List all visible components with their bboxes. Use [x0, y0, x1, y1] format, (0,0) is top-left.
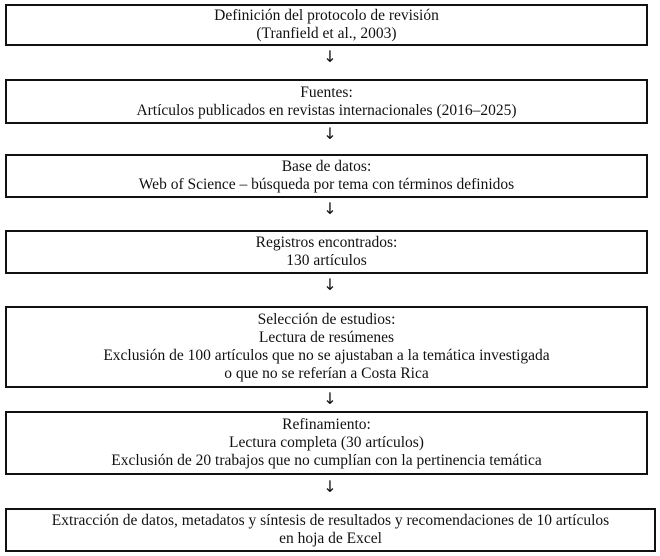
step-sources-box: [5, 79, 648, 124]
step-database-box: [5, 154, 648, 198]
step-extraction-line-2: en hoja de Excel: [279, 530, 382, 547]
step-selection-box: [5, 306, 648, 388]
step-refinement-title: Refinamiento:: [282, 416, 371, 433]
step-selection-line-1: Lectura de resúmenes: [258, 329, 395, 346]
step-selection-line-2: Exclusión de 100 artículos que no se ajustaban a la temática investigada: [103, 347, 550, 364]
step-selection-title: Selección de estudios:: [257, 311, 396, 328]
step-extraction-box: [5, 508, 656, 552]
step-protocol-box: [5, 4, 648, 46]
step-database-detail: Web of Science – búsqueda por tema con términos definidos: [138, 176, 515, 193]
flow-arrow-4: ↓: [323, 275, 337, 294]
step-records-box: [5, 230, 648, 274]
flow-arrow-6: ↓: [323, 477, 337, 496]
step-refinement-box: [5, 411, 648, 475]
step-selection-line-3: o que no se referían a Costa Rica: [224, 365, 429, 382]
step-refinement-line-2: Exclusión de 20 trabajos que no cumplían con la pertinencia temática: [111, 452, 542, 469]
step-database-title: Base de datos:: [281, 158, 372, 175]
step-records-count: 130 artículos: [286, 252, 367, 269]
step-sources-title: Fuentes:: [300, 83, 353, 101]
step-sources-detail: Artículos publicados en revistas internacionales (2016–2025): [136, 101, 517, 119]
step-refinement-line-1: Lectura completa (30 artículos): [229, 434, 424, 451]
flow-arrow-1: ↓: [323, 47, 337, 66]
step-records-title: Registros encontrados:: [255, 234, 398, 251]
flow-arrow-5: ↓: [323, 389, 337, 408]
flow-arrow-2: ↓: [323, 124, 337, 143]
step-protocol-citation: (Tranfield et al., 2003): [256, 25, 397, 42]
flow-arrow-3: ↓: [323, 199, 337, 218]
step-extraction-line-1: Extracción de datos, metadatos y síntesis de resultados y recomendaciones de 10 artículos: [51, 512, 610, 529]
step-protocol-title: Definición del protocolo de revisión: [214, 7, 439, 24]
